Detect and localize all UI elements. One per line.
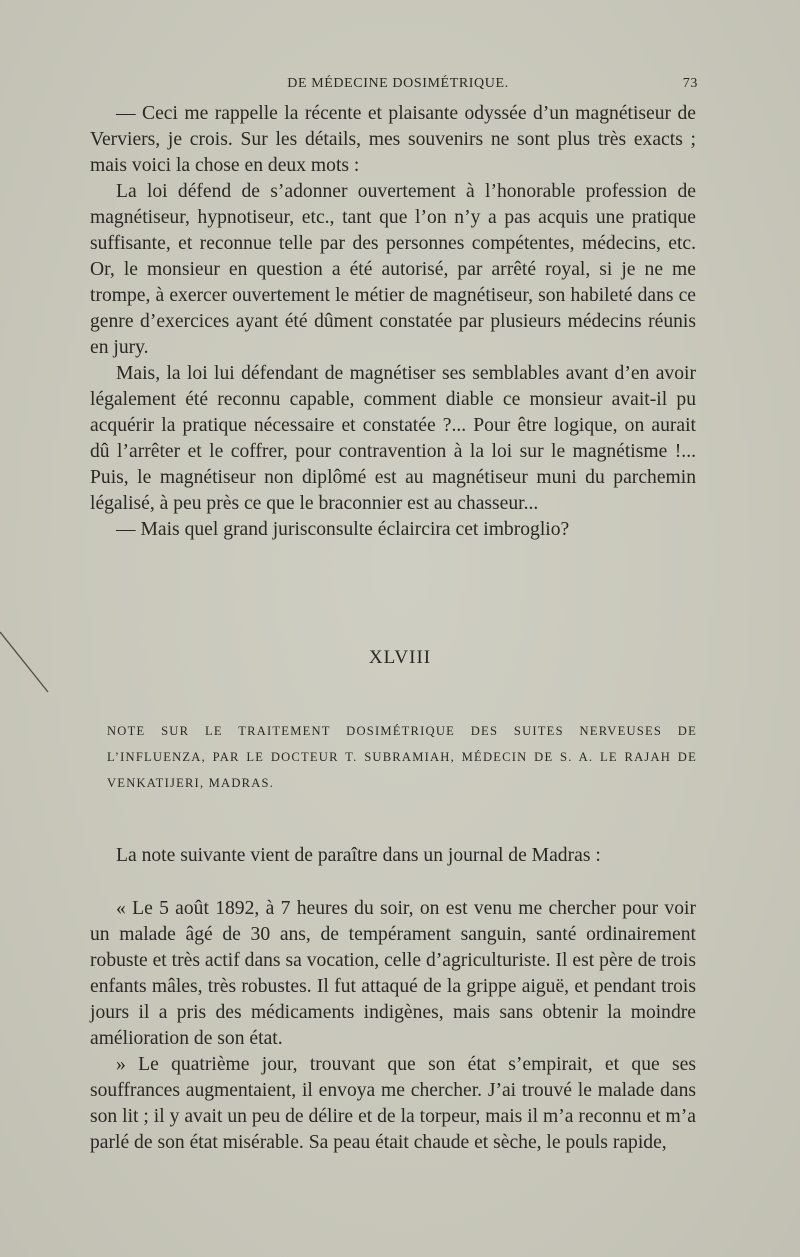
paragraph: — Ceci me rappelle la récente et plaisante odyssée d’un magnétiseur de Verviers, je crois. Sur les détails, mes souvenirs ne sont plus très exacts ; mais voici la chose en deux mots : (90, 103, 696, 176)
paragraph: Mais, la loi lui défendant de magnétiser ses semblables avant d’en avoir légalement été reconnu capable, comment diable ce monsieur avait-il pu acquérir la pratique nécessaire et constatée ?... Pour être logique, on aurait dû l’arrêter et le coffrer, pour contravention à la loi sur le magnétisme !... Puis, le magnétiseur non diplômé est au magnétiseur muni du parchemin légalisé, à peu près ce que le braconnier est au chasseur... (90, 363, 696, 514)
running-title: DE MÉDECINE DOSIMÉTRIQUE. (287, 76, 509, 91)
body-text-block-1 (90, 101, 696, 543)
page-number: 73 (682, 76, 698, 91)
paragraph: La loi défend de s’adonner ouvertement à l’honorable profession de magnétiseur, hypnotiseur, etc., tant que l’on n’y a pas acquis une pratique suffisante, et reconnue telle par des personnes compétentes, médecins, etc. Or, le monsieur en question a été autorisé, par arrêté royal, si je ne me trompe, à exercer ouvertement le métier de magnétiseur, son habileté dans ce genre d’exercices ayant été dûment constatée par plusieurs médecins réunis en jury. (90, 181, 696, 358)
running-header (108, 76, 698, 96)
paragraph: « Le 5 août 1892, à 7 heures du soir, on est venu me chercher pour voir un malade âgé de 30 ans, de tempérament sanguin, santé ordinairement robuste et très actif dans sa vocation, celle d’agriculturiste. Il est père de trois enfants mâles, très robustes. Il fut attaqué de la grippe aiguë, et pendant trois jours il a pris des médicaments indigènes, mais sans obtenir la moindre amélioration de son état. (90, 898, 696, 1049)
paragraph: » Le quatrième jour, trouvant que son état s’empirait, et que ses souffrances augmentaient, il envoya me chercher. J’ai trouvé le malade dans son lit ; il y avait un peu de délire et de la torpeur, mais il m’a reconnu et m’a parlé de son état misérable. Sa peau était chaude et sèche, le pouls rapide, (90, 1054, 696, 1153)
body-text-block-3 (90, 896, 696, 1156)
chapter-number: XLVIII (368, 647, 432, 668)
chapter-title: NOTE SUR LE TRAITEMENT DOSIMÉTRIQUE DES SUITES NERVEUSES DE L’INFLUENZA, PAR LE DOCTEUR T. SUBRAMIAH, MÉDECIN DE S. A. LE RAJAH DE VENKATIJERI, MADRAS. (107, 724, 697, 790)
paragraph: — Mais quel grand jurisconsulte éclaircira cet imbroglio? (116, 519, 570, 540)
paragraph: La note suivante vient de paraître dans un journal de Madras : (116, 845, 601, 866)
body-text-block-2 (90, 843, 696, 869)
